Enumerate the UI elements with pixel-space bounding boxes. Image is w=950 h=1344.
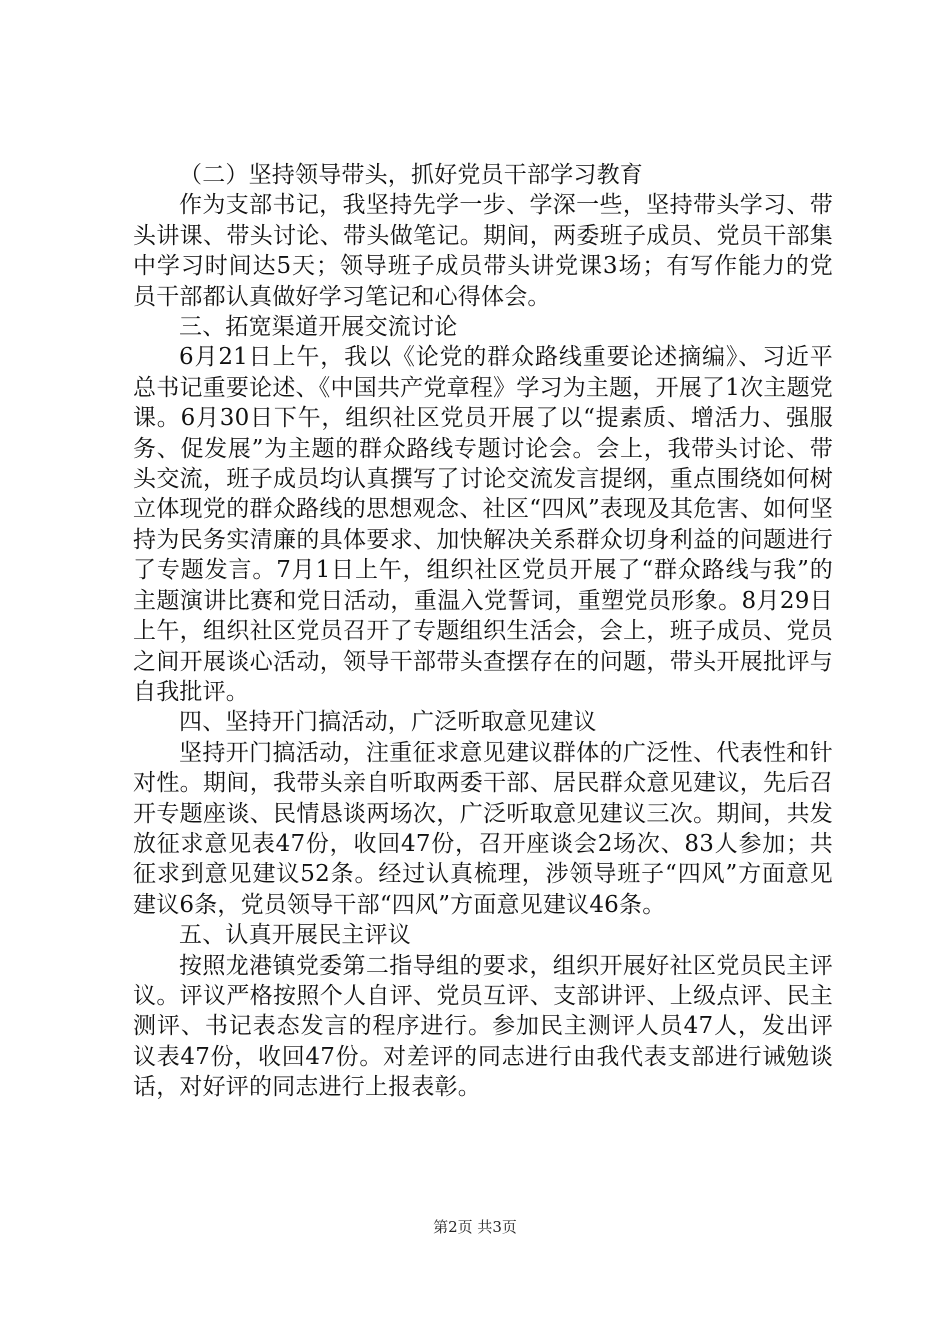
heading-section-5: 五、认真开展民主评议 <box>179 922 411 949</box>
heading-section-3: 三、拓宽渠道开展交流讨论 <box>179 314 458 341</box>
page-number: 第2页 共3页 <box>433 1218 517 1236</box>
subheading-leadership: （二）坚持领导带头，抓好党员干部学习教育 <box>179 162 643 188</box>
paragraph-evaluation: 按照龙港镇党委第二指导组的要求，组织开展好社区党员民主评议。评议严格按照个人自评、党员互评、支部讲评、上级点评、民主测评、书记表态发言的程序进行。参加民主测评人员47人，发出评议表47份，收回47份。对差评的同志进行由我代表支部进行诫勉谈话，对好评的同志进行上报表彰。 <box>133 952 833 1101</box>
paragraph-opinions: 坚持开门搞活动，注重征求意见建议群体的广泛性、代表性和针对性。期间，我带头亲自听取两委干部、居民群众意见建议，先后召开专题座谈、民情恳谈两场次，广泛听取意见建议三次。期间，共发放征求意见表47份，收回47份，召开座谈会2场次、83人参加；共征求到意见建议52条。经过认真梳理，涉领导班子“四风”方面意见建议6条，党员领导干部“四风”方面意见建议46条。 <box>133 739 833 918</box>
paragraph-study: 作为支部书记，我坚持先学一步、学深一些，坚持带头学习、带头讲课、带头讨论、带头做笔记。期间，两委班子成员、党员干部集中学习时间达5天；领导班子成员带头讲党课3场；有写作能力的党员干部都认真做好学习笔记和心得体会。 <box>133 192 833 310</box>
paragraph-discussion: 6月21日上午，我以《论党的群众路线重要论述摘编》、习近平总书记重要论述、《中国共产党章程》学习为主题，开展了1次主题党课。6月30日下午，组织社区党员开展了以“提素质、增活力、强服务、促发展”为主题的群众路线专题讨论会。会上，我带头讨论、带头交流，班子成员均认真撰写了讨论交流发言提纲，重点围绕如何树立体现党的群众路线的思想观念、社区“四风”表现及其危害、如何坚持为民务实清廉的具体要求、加快解决关系群众切身利益的问题进行了专题发言。7月1日上午，组织社区党员开展了“群众路线与我”的主题演讲比赛和党日活动，重温入党誓词，重塑党员形象。8月29日上午，组织社区党员召开了专题组织生活会，会上，班子成员、党员之间开展谈心活动，领导干部带头查摆存在的问题，带头开展批评与自我批评。 <box>133 344 833 705</box>
heading-section-4: 四、坚持开门搞活动，广泛听取意见建议 <box>179 709 597 736</box>
document-body <box>133 160 833 1103</box>
